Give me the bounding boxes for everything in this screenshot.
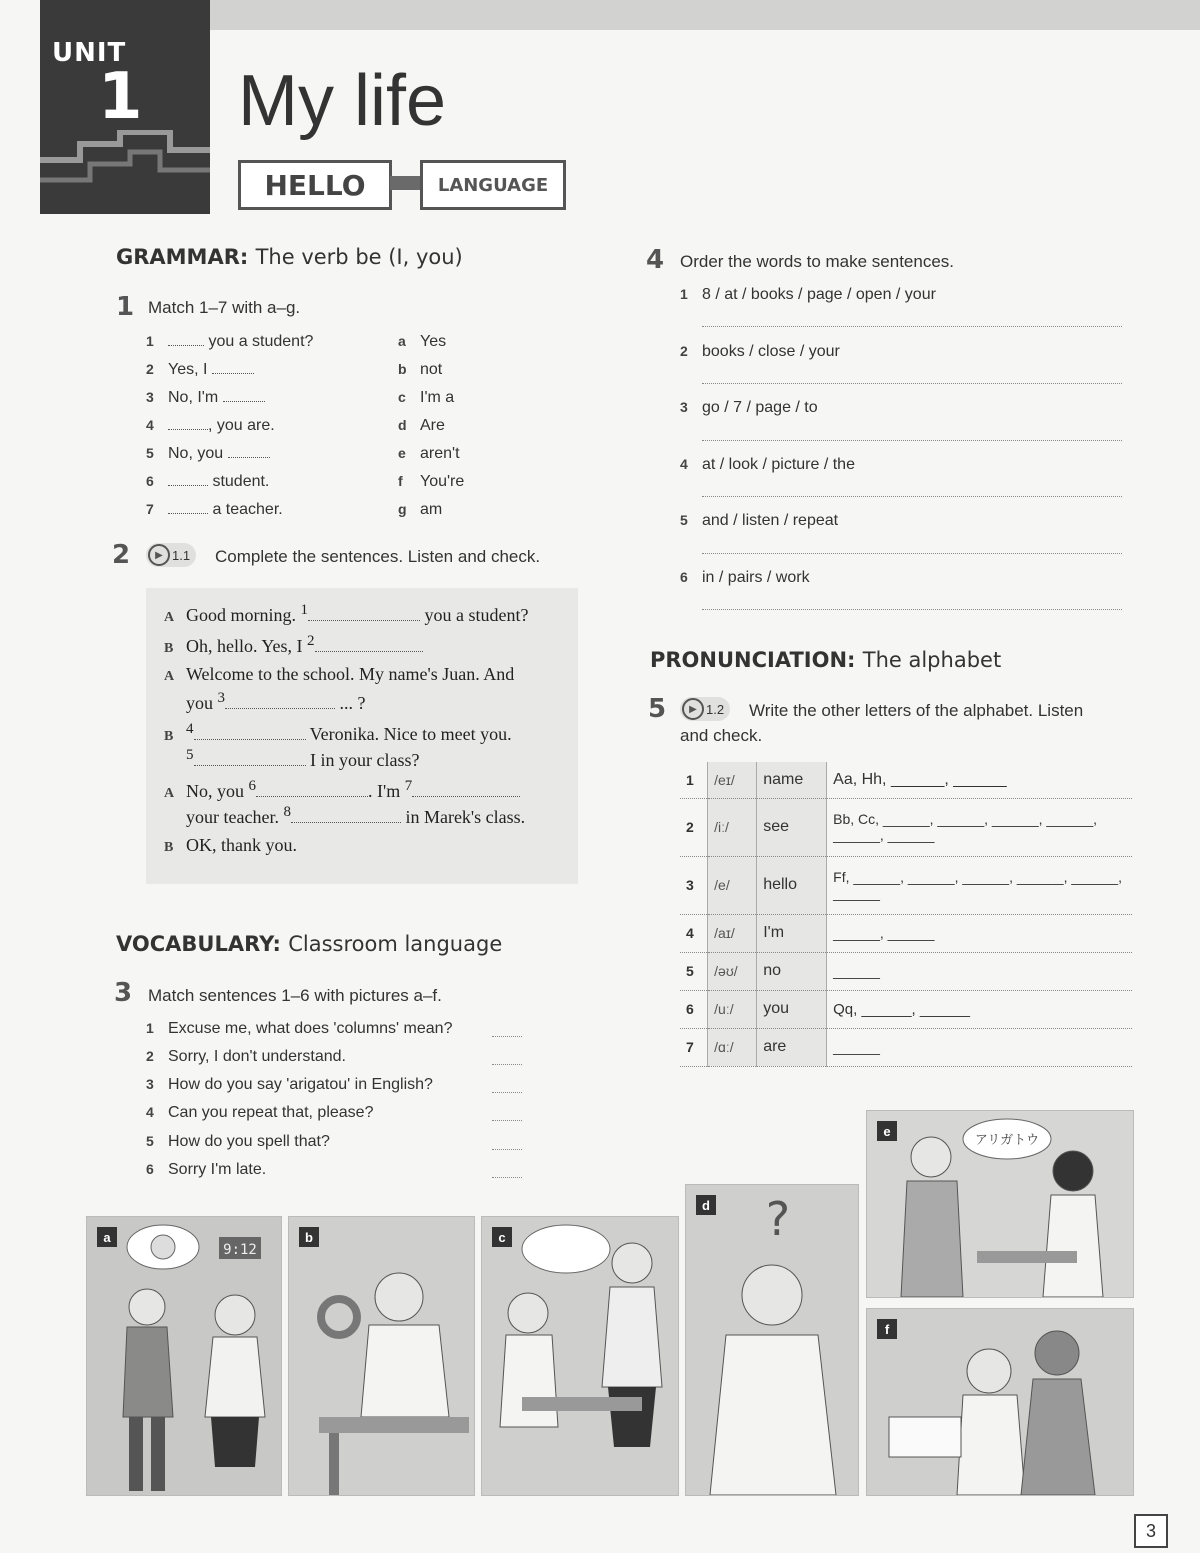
list-item (680, 399, 818, 417)
answer-blank[interactable] (194, 739, 306, 740)
student-hand-wave-illustration (289, 1217, 474, 1495)
item-number: 6 (680, 569, 688, 585)
answer-blank[interactable] (225, 708, 335, 709)
table-row (680, 798, 1132, 856)
speaker-label: B (164, 729, 174, 744)
answer-blank[interactable] (492, 1064, 522, 1065)
answer-blank[interactable] (228, 457, 270, 458)
gap-number: 8 (283, 804, 291, 820)
exercise-4-instruction: Order the words to make sentences. (680, 252, 955, 271)
item-text: books / close / your (702, 343, 840, 360)
item-text: Sorry I'm late. (168, 1161, 267, 1178)
option-letter: e (398, 445, 406, 461)
gap-number: 4 (186, 721, 194, 737)
exercise-5-number: 5 (648, 694, 667, 724)
unit-steps-decoration (40, 130, 210, 214)
play-icon: ▶ (682, 698, 704, 720)
dialogue-line (186, 804, 525, 828)
picture-a (86, 1216, 282, 1496)
item-text: , you are. (208, 417, 275, 434)
row-number: 7 (680, 1028, 708, 1066)
list-item (146, 445, 270, 463)
picture-label: f (877, 1319, 897, 1339)
answer-blank[interactable] (168, 345, 204, 346)
item-number: 2 (146, 361, 154, 377)
exercise-3-number: 3 (114, 978, 133, 1008)
letters-cell[interactable]: ______ (827, 1028, 1132, 1066)
speaker-label: A (164, 610, 175, 625)
letters-cell[interactable]: ______ (827, 952, 1132, 990)
example-word: hello (757, 856, 827, 914)
answer-blank[interactable] (412, 796, 520, 797)
page-title: My life (238, 61, 447, 141)
answer-line[interactable] (702, 553, 1122, 554)
option-item (398, 389, 454, 407)
table-row (680, 856, 1132, 914)
letters-cell[interactable]: Aa, Hh, ______, ______ (827, 762, 1132, 798)
option-item (398, 445, 460, 463)
exercise-3-instruction: Match sentences 1–6 with pictures a–f. (148, 986, 442, 1005)
dialogue-line (164, 664, 514, 685)
audio-track-1-1[interactable] (146, 543, 196, 567)
exercise-5-instruction: Write the other letters of the alphabet. Listen (749, 701, 1084, 720)
list-item (680, 569, 810, 587)
gap-number: 7 (404, 778, 413, 794)
gap-number: 3 (217, 690, 225, 706)
list-item (146, 501, 283, 519)
dialogue-line (186, 747, 419, 771)
clock-display: 9:12 (223, 1242, 257, 1258)
answer-blank[interactable] (492, 1120, 522, 1121)
list-item (146, 333, 313, 351)
vocabulary-heading (116, 932, 502, 956)
item-number: 4 (146, 417, 154, 433)
gap-number: 6 (248, 778, 256, 794)
item-text: student. (208, 473, 270, 490)
picture-b (288, 1216, 475, 1496)
item-text: in / pairs / work (702, 569, 810, 586)
audio-track-number: 1.2 (706, 701, 725, 717)
item-number: 6 (146, 1161, 154, 1177)
option-item (398, 417, 445, 435)
list-item (146, 1020, 452, 1038)
letters-cell[interactable]: Bb, Cc, ______, ______, ______, ______, ______, ______ (827, 798, 1132, 856)
answer-blank[interactable] (168, 513, 208, 514)
answer-blank[interactable] (315, 651, 423, 652)
dialogue-text: ... ? (335, 693, 366, 713)
answer-blank[interactable] (212, 373, 254, 374)
exercise-1-number: 1 (116, 292, 135, 322)
gap-number: 2 (307, 633, 315, 649)
picture-label: e (877, 1121, 897, 1141)
list-item (146, 389, 265, 407)
dialogue-text: OK, thank you. (186, 835, 297, 855)
dialogue-text: Good morning. (186, 605, 301, 625)
option-item (398, 501, 442, 519)
dialogue-line (164, 721, 512, 745)
answer-blank[interactable] (492, 1177, 522, 1178)
tag-connector (390, 176, 422, 190)
picture-f (866, 1308, 1134, 1496)
item-number: 1 (146, 1020, 154, 1036)
option-item (398, 361, 442, 379)
list-item (680, 286, 936, 304)
picture-label: a (97, 1227, 117, 1247)
phoneme: /iː/ (708, 798, 757, 856)
table-row (680, 762, 1132, 798)
item-number: 5 (146, 1133, 154, 1149)
table-row (680, 914, 1132, 952)
picture-e (866, 1110, 1134, 1298)
dialogue-line (164, 602, 528, 626)
audio-track-1-2[interactable] (680, 697, 730, 721)
speaker-label: B (164, 840, 174, 855)
confused-student-illustration (686, 1185, 858, 1495)
speaker-label: A (164, 786, 175, 801)
language-tag: LANGUAGE (420, 160, 566, 210)
play-icon: ▶ (148, 544, 170, 566)
item-text: Sorry, I don't understand. (168, 1048, 346, 1065)
vocabulary-heading-topic: Classroom language (288, 932, 503, 956)
dialogue-text: No, you (186, 781, 249, 801)
list-item (680, 343, 840, 361)
example-word: name (757, 762, 827, 798)
item-number: 7 (146, 501, 154, 517)
option-text: am (420, 501, 443, 518)
list-item (146, 417, 275, 435)
list-item (146, 1076, 433, 1094)
answer-blank[interactable] (492, 1149, 522, 1150)
example-word: no (757, 952, 827, 990)
row-number: 5 (680, 952, 708, 990)
answer-line[interactable] (702, 496, 1122, 497)
vocabulary-heading-label: VOCABULARY: (116, 932, 281, 956)
pronunciation-heading-label: PRONUNCIATION: (650, 648, 856, 672)
item-text: Excuse me, what does 'columns' mean? (168, 1020, 453, 1037)
gap-number: 5 (186, 747, 194, 763)
table-row (680, 952, 1132, 990)
item-text: Can you repeat that, please? (168, 1104, 374, 1121)
option-text: I'm a (420, 389, 455, 406)
item-text: go / 7 / page / to (702, 399, 818, 416)
dialogue-line (164, 633, 423, 657)
row-number: 6 (680, 990, 708, 1028)
unit-number: 1 (98, 60, 143, 134)
example-word: you (757, 990, 827, 1028)
list-item (146, 1133, 330, 1151)
item-text: at / look / picture / the (702, 456, 855, 473)
item-number: 2 (146, 1048, 154, 1064)
list-item (146, 1104, 373, 1122)
picture-d (685, 1184, 859, 1496)
student-with-book-illustration (867, 1309, 1133, 1495)
exercise-5-instruction-continued: and check. (680, 726, 763, 745)
speaker-label: B (164, 641, 174, 656)
dialogue-line (164, 778, 520, 802)
list-item (146, 361, 254, 379)
answer-blank[interactable] (168, 429, 208, 430)
option-letter: d (398, 417, 407, 433)
letters-cell[interactable]: Ff, ______, ______, ______, ______, ______, ______ (827, 856, 1132, 914)
option-item (398, 473, 464, 491)
top-bar (210, 0, 1200, 30)
row-number: 3 (680, 856, 708, 914)
phoneme: /aɪ/ (708, 914, 757, 952)
item-number: 4 (680, 456, 688, 472)
dialogue-line (164, 835, 297, 856)
option-text: Yes (420, 333, 447, 350)
example-word: see (757, 798, 827, 856)
option-text: aren't (420, 445, 460, 462)
option-item (398, 333, 446, 351)
grammar-heading (116, 245, 463, 269)
option-text: not (420, 361, 443, 378)
option-letter: g (398, 501, 407, 517)
item-number: 1 (146, 333, 154, 349)
answer-blank[interactable] (223, 401, 265, 402)
item-text: a teacher. (208, 501, 283, 518)
item-text: No, you (168, 445, 228, 462)
dialogue-text: you a student? (420, 605, 529, 625)
answer-blank[interactable] (168, 485, 208, 486)
picture-label: c (492, 1227, 512, 1247)
dialogue-line (186, 690, 366, 714)
item-text: and / listen / repeat (702, 512, 839, 529)
item-text: Yes, I (168, 361, 212, 378)
answer-line[interactable] (702, 383, 1122, 384)
item-text: No, I'm (168, 389, 223, 406)
phoneme: /e/ (708, 856, 757, 914)
hello-tag: HELLO (238, 160, 392, 210)
dialogue-text: your teacher. (186, 807, 284, 827)
row-number: 1 (680, 762, 708, 798)
item-number: 5 (680, 512, 688, 528)
student-question-illustration (482, 1217, 678, 1495)
pronunciation-heading (650, 648, 1001, 672)
phoneme: /uː/ (708, 990, 757, 1028)
grammar-heading-label: GRAMMAR: (116, 245, 249, 269)
item-text: How do you spell that? (168, 1133, 330, 1150)
speaker-label: A (164, 669, 175, 684)
late-student-illustration (87, 1217, 281, 1495)
answer-line[interactable] (702, 609, 1122, 610)
item-number: 4 (146, 1104, 154, 1120)
answer-blank[interactable] (194, 765, 306, 766)
item-number: 3 (680, 399, 688, 415)
answer-blank[interactable] (291, 822, 401, 823)
item-number: 2 (680, 343, 688, 359)
dialogue-text: Oh, hello. Yes, I (186, 636, 308, 656)
list-item (146, 1048, 346, 1066)
option-letter: a (398, 333, 406, 349)
list-item (680, 512, 838, 530)
option-letter: b (398, 361, 407, 377)
picture-label: d (696, 1195, 716, 1215)
dialogue-text: Veronika. Nice to meet you. (305, 724, 512, 744)
dialogue-text: I in your class? (305, 750, 420, 770)
picture-c (481, 1216, 679, 1496)
exercise-4-number: 4 (646, 245, 665, 275)
phoneme: /eɪ/ (708, 762, 757, 798)
option-text: You're (420, 473, 465, 490)
grammar-heading-topic: The verb be (I, you) (255, 245, 463, 269)
list-item (146, 1161, 266, 1179)
dialogue-text: you (186, 693, 218, 713)
table-row (680, 990, 1132, 1028)
item-number: 5 (146, 445, 154, 461)
option-text: Are (420, 417, 445, 434)
example-word: are (757, 1028, 827, 1066)
dialogue-text: in Marek's class. (400, 807, 526, 827)
answer-line[interactable] (702, 326, 1122, 327)
unit-word: UNIT (52, 38, 127, 68)
item-text: you a student? (204, 333, 314, 350)
dialogue-text: . I'm (368, 781, 405, 801)
item-number: 1 (680, 286, 688, 302)
pronunciation-heading-topic: The alphabet (862, 648, 1002, 672)
item-number: 3 (146, 389, 154, 405)
exercise-2-number: 2 (112, 540, 131, 570)
exercise-2-instruction: Complete the sentences. Listen and check. (215, 547, 541, 566)
row-number: 2 (680, 798, 708, 856)
item-text: How do you say 'arigatou' in English? (168, 1076, 433, 1093)
audio-track-number: 1.1 (172, 547, 191, 563)
list-item (680, 456, 855, 474)
phoneme: /əʊ/ (708, 952, 757, 990)
item-text: 8 / at / books / page / open / your (702, 286, 936, 303)
phoneme: /ɑː/ (708, 1028, 757, 1066)
answer-blank[interactable] (492, 1092, 522, 1093)
item-number: 3 (146, 1076, 154, 1092)
exercise-1-instruction: Match 1–7 with a–g. (148, 298, 301, 317)
answer-blank[interactable] (256, 796, 368, 797)
option-letter: c (398, 389, 406, 405)
item-number: 6 (146, 473, 154, 489)
question-mark: ? (765, 1192, 791, 1246)
teacher-student-illustration (867, 1111, 1133, 1297)
letters-cell[interactable]: Qq, ______, ______ (827, 990, 1132, 1028)
answer-blank[interactable] (492, 1036, 522, 1037)
example-word: I'm (757, 914, 827, 952)
letters-cell[interactable]: ______, ______ (827, 914, 1132, 952)
speech-bubble-text: アリガトウ (974, 1133, 1040, 1148)
alphabet-table (680, 762, 1132, 1067)
row-number: 4 (680, 914, 708, 952)
answer-line[interactable] (702, 440, 1122, 441)
list-item (146, 473, 269, 491)
answer-blank[interactable] (308, 620, 420, 621)
page-number: 3 (1134, 1514, 1168, 1548)
option-letter: f (398, 473, 403, 489)
gap-number: 1 (300, 602, 308, 618)
dialogue-text: Welcome to the school. My name's Juan. And (186, 664, 515, 684)
table-row (680, 1028, 1132, 1066)
picture-label: b (299, 1227, 319, 1247)
